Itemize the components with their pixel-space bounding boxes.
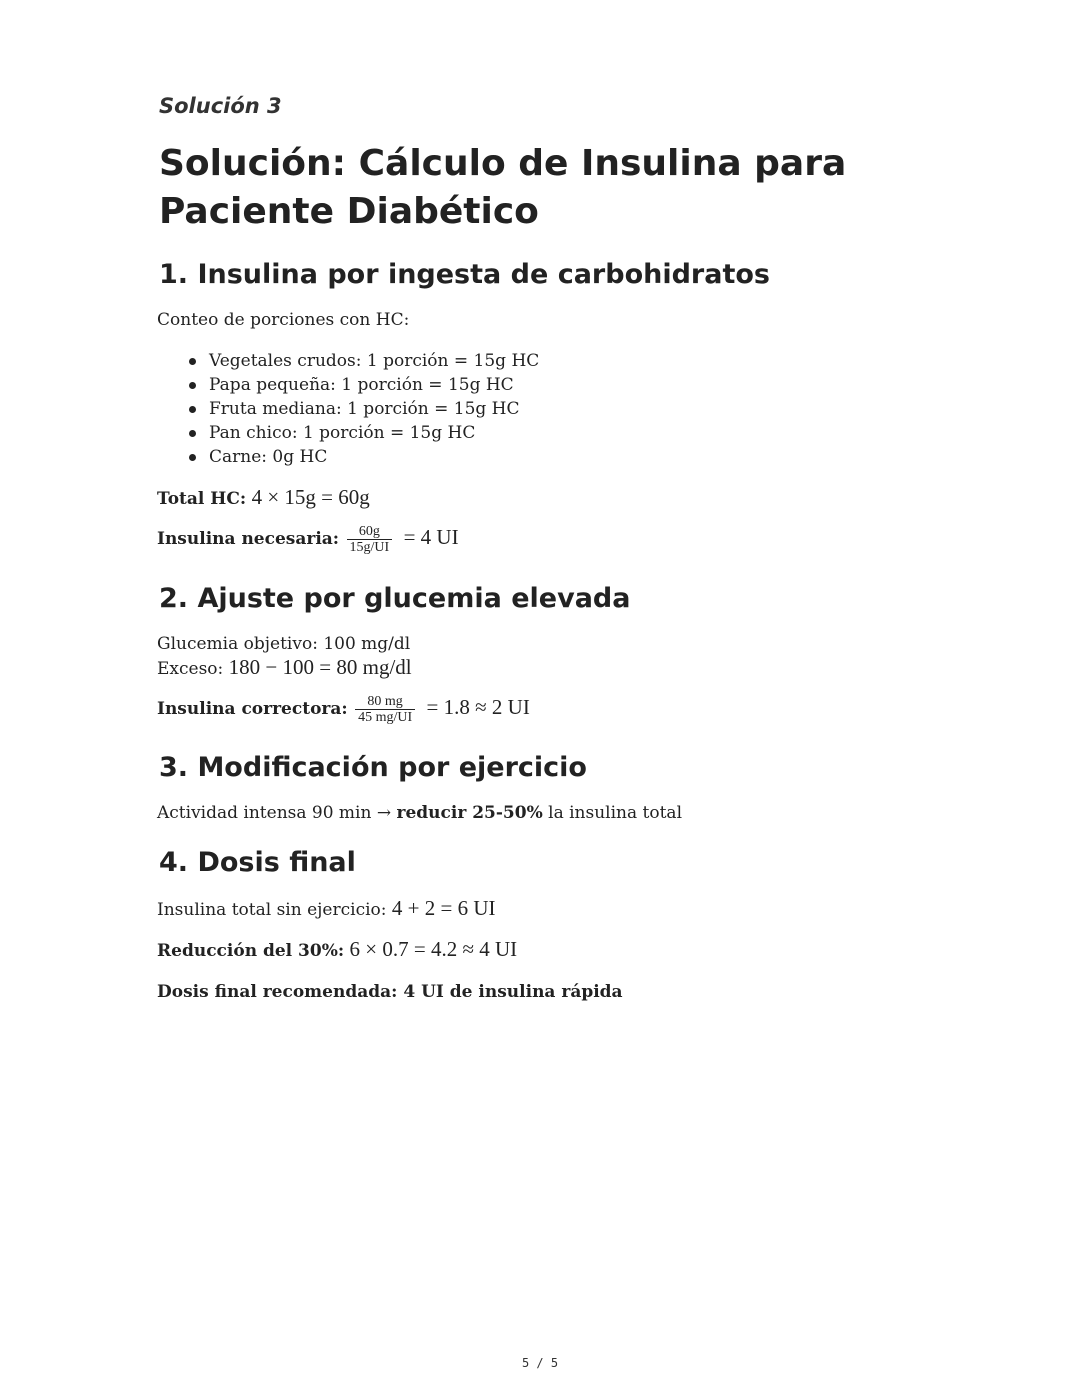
glucose-target: Glucemia objetivo: 100 mg/dl: [157, 634, 411, 654]
total-hc-line: [157, 485, 370, 511]
portion-list: [157, 349, 539, 469]
total-no-exercise-label: Insulina total sin ejercicio:: [157, 900, 387, 920]
excess-label: Exceso:: [157, 659, 224, 679]
fraction-numerator: 80 mg: [367, 694, 403, 709]
fraction-denominator: 45 mg/UI: [355, 709, 415, 725]
exercise-text: [157, 801, 682, 825]
section-heading-1: 1. Insulina por ingesta de carbohidratos: [159, 259, 770, 290]
excess-line: [157, 655, 412, 681]
list-item: Vegetales crudos: 1 porción = 15g HC: [157, 349, 539, 373]
exercise-text-after: la insulina total: [542, 803, 683, 823]
reduction-label: Reducción del 30%:: [157, 941, 345, 961]
final-dose: Dosis final recomendada: 4 UI de insulina rápida: [157, 982, 623, 1002]
insulin-needed-label: Insulina necesaria:: [157, 529, 340, 549]
list-item: Fruta mediana: 1 porción = 15g HC: [157, 397, 539, 421]
fraction-denominator: 15g/UI: [347, 539, 393, 555]
exercise-reduction: reducir 25-50%: [396, 803, 543, 823]
page-number: 5 / 5: [521, 1356, 559, 1370]
total-no-exercise-line: [157, 896, 496, 922]
carb-intro: Conteo de porciones con HC:: [157, 310, 410, 330]
insulin-needed-result: = 4 UI: [403, 525, 459, 549]
reduction-expression: 6 × 0.7 = 4.2 ≈ 4 UI: [349, 937, 518, 961]
total-no-exercise-expression: 4 + 2 = 6 UI: [391, 896, 496, 920]
list-item: Carne: 0g HC: [157, 445, 539, 469]
reduction-line: [157, 937, 517, 963]
solution-label: Solución 3: [159, 94, 282, 118]
correction-fraction: [355, 694, 415, 725]
total-hc-expression: 4 × 15g = 60g: [251, 485, 370, 509]
section-heading-3: 3. Modificación por ejercicio: [159, 752, 587, 783]
fraction-numerator: 60g: [358, 524, 380, 539]
correction-line: [157, 694, 530, 725]
exercise-text-before: Actividad intensa 90 min →: [157, 803, 397, 823]
excess-expression: 180 − 100 = 80 mg/dl: [228, 655, 412, 679]
page-title: Solución: Cálculo de Insulina para Paciente Diabético: [159, 143, 847, 232]
correction-result: = 1.8 ≈ 2 UI: [426, 695, 530, 719]
list-item: Papa pequeña: 1 porción = 15g HC: [157, 373, 539, 397]
section-heading-4: 4. Dosis final: [159, 847, 356, 878]
insulin-fraction: [347, 524, 393, 555]
section-heading-2: 2. Ajuste por glucemia elevada: [159, 583, 631, 614]
correction-label: Insulina correctora:: [157, 699, 348, 719]
insulin-needed-line: [157, 524, 459, 555]
total-hc-label: Total HC:: [157, 489, 247, 509]
list-item: Pan chico: 1 porción = 15g HC: [157, 421, 539, 445]
